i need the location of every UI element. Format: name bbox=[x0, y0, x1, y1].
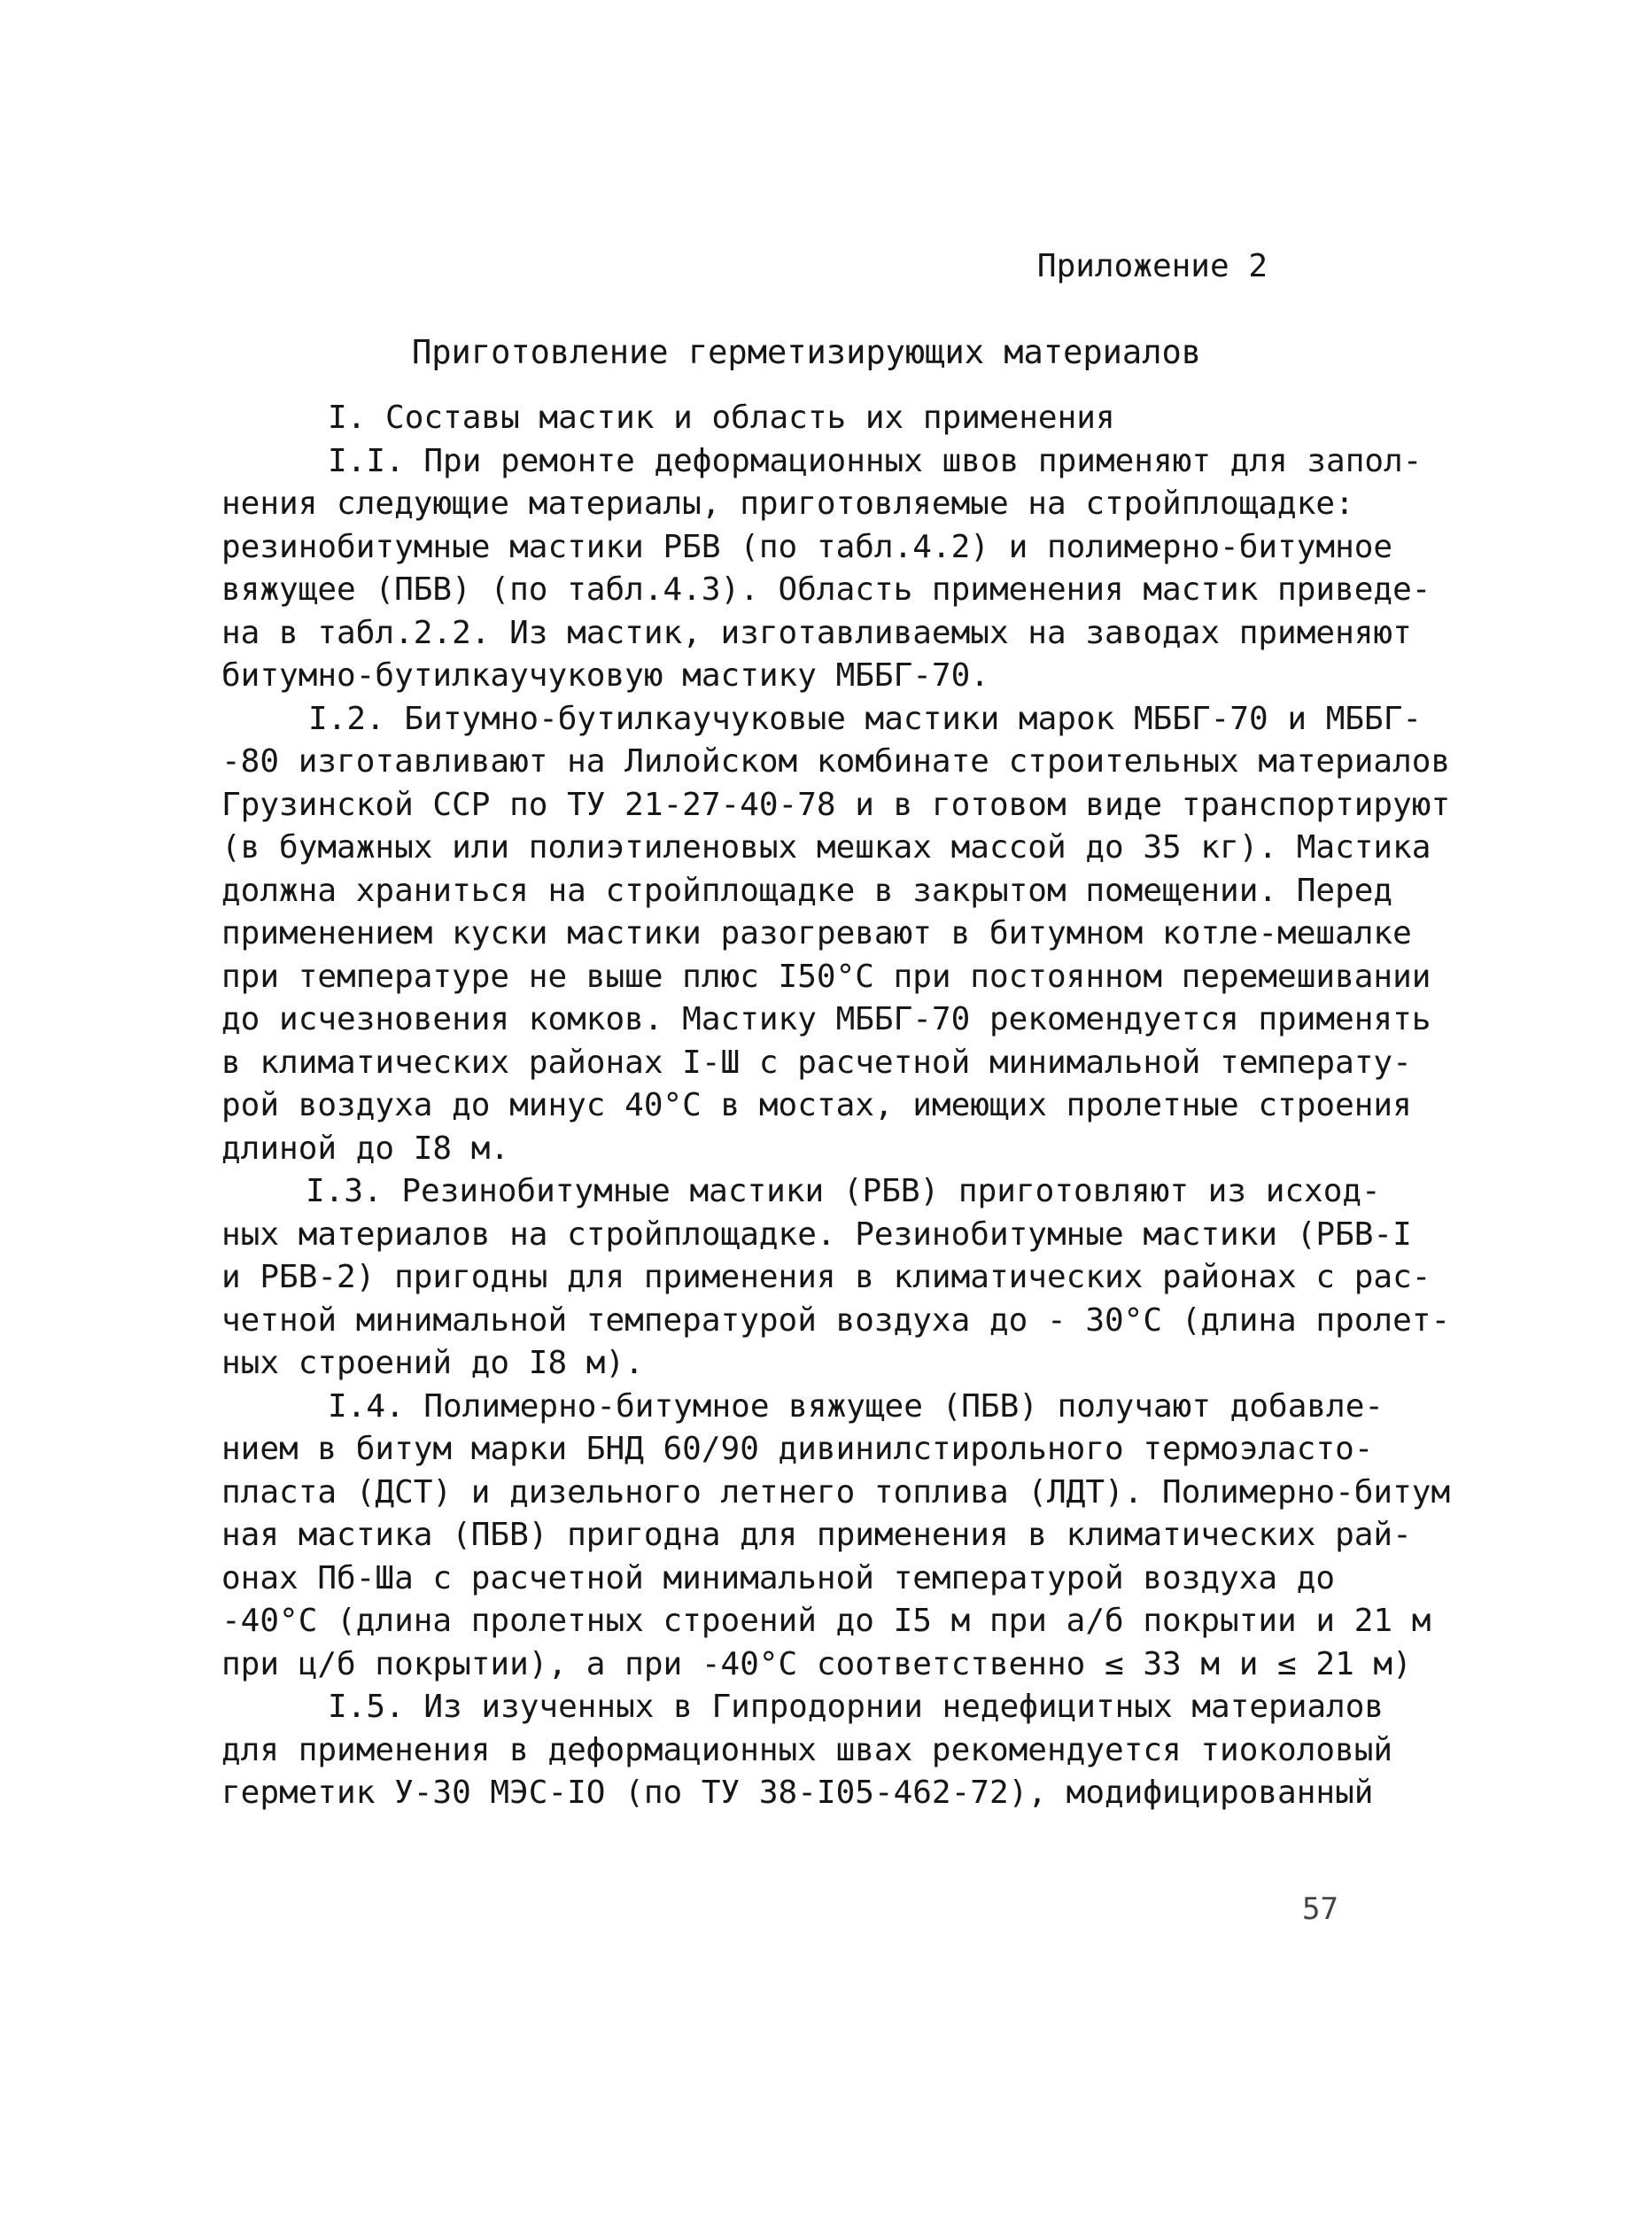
text-line: вяжущее (ПБВ) (по табл.4.3). Область применения мастик приведе- bbox=[221, 571, 1431, 608]
text-line: на в табл.2.2. Из мастик, изготавливаемых на заводах применяют bbox=[221, 614, 1412, 651]
page-number: 57 bbox=[1302, 1891, 1338, 1927]
text-line: до исчезновения комков. Мастику МББГ-70 рекомендуется применять bbox=[221, 1001, 1431, 1037]
text-line: (в бумажных или полиэтиленовых мешках массой до 35 кг). Мастика bbox=[221, 829, 1431, 866]
appendix-label: Приложение 2 bbox=[1036, 248, 1268, 284]
text-line: применением куски мастики разогревают в битумном котле-мешалке bbox=[221, 915, 1412, 952]
text-line: для применения в деформационных швах рекомендуется тиоколовый bbox=[221, 1731, 1393, 1768]
text-line: Грузинской ССР по ТУ 21-27-40-78 и в готовом виде транспортируют bbox=[221, 786, 1451, 823]
text-line: I. Составы мастик и область их применения bbox=[328, 400, 1115, 436]
text-line: должна храниться на стройплощадке в закрытом помещении. Перед bbox=[221, 872, 1393, 909]
text-line: битумно-бутилкаучуковую мастику МББГ-70. bbox=[221, 657, 989, 694]
text-line: пласта (ДСТ) и дизельного летнего топлива (ЛДТ). Полимерно-битум bbox=[221, 1473, 1451, 1511]
text-line: I.4. Полимерно-битумное вяжущее (ПБВ) получают добавле- bbox=[328, 1387, 1384, 1425]
text-line: I.2. Битумно-бутилкаучуковые мастики марок МББГ-70 и МББГ- bbox=[308, 700, 1423, 737]
text-line: нения следующие материалы, приготовляемые на стройплощадке: bbox=[221, 485, 1354, 522]
text-line: -80 изготавливают на Лилойском комбинате строительных материалов bbox=[221, 743, 1451, 780]
text-line: I.3. Резинобитумные мастики (РБВ) приготовляют из исход- bbox=[306, 1173, 1381, 1209]
body-text bbox=[221, 397, 1462, 1815]
text-line: в климатических районах I-Ш с расчетной минимальной температу- bbox=[221, 1044, 1412, 1081]
section-title: Приготовление герметизирующих материалов bbox=[412, 333, 1202, 371]
text-line: ных материалов на стройплощадке. Резинобитумные мастики (РБВ-I bbox=[221, 1216, 1412, 1253]
text-line: и РБВ-2) пригодны для применения в климатических районах с рас- bbox=[221, 1259, 1431, 1295]
text-line: четной минимальной температурой воздуха до - 30°С (длина пролет- bbox=[221, 1301, 1451, 1339]
text-line: резинобитумные мастики РБВ (по табл.4.2) и полимерно-битумное bbox=[221, 528, 1393, 565]
text-line: I.5. Из изученных в Гипродорнии недефицитных материалов bbox=[328, 1689, 1384, 1725]
text-line: ная мастика (ПБВ) пригодна для применения в климатических рай- bbox=[221, 1517, 1412, 1553]
text-line: -40°С (длина пролетных строений до I5 м при а/б покрытии и 21 м bbox=[221, 1603, 1431, 1639]
text-line: герметик У-30 МЭС-IO (по ТУ 38-I05-462-72), модифицированный bbox=[221, 1775, 1374, 1811]
text-line: рой воздуха до минус 40°С в мостах, имеющих пролетные строения bbox=[221, 1087, 1412, 1123]
text-line: длиной до I8 м. bbox=[221, 1130, 510, 1167]
text-line: ных строений до I8 м). bbox=[221, 1345, 644, 1381]
text-line: нием в битум марки БНД 60/90 дивинилстирольного термоэласто- bbox=[221, 1431, 1374, 1467]
text-line: онах Пб-Шa с расчетной минимальной температурой воздуха до bbox=[221, 1559, 1336, 1596]
text-line: при ц/б покрытии), а при -40°С соответственно ≤ 33 м и ≤ 21 м) bbox=[221, 1645, 1412, 1682]
text-line: I.I. При ремонте деформационных швов применяют для запол- bbox=[328, 442, 1423, 479]
text-line: при температуре не выше плюс I50°С при постоянном перемешивании bbox=[221, 958, 1431, 995]
